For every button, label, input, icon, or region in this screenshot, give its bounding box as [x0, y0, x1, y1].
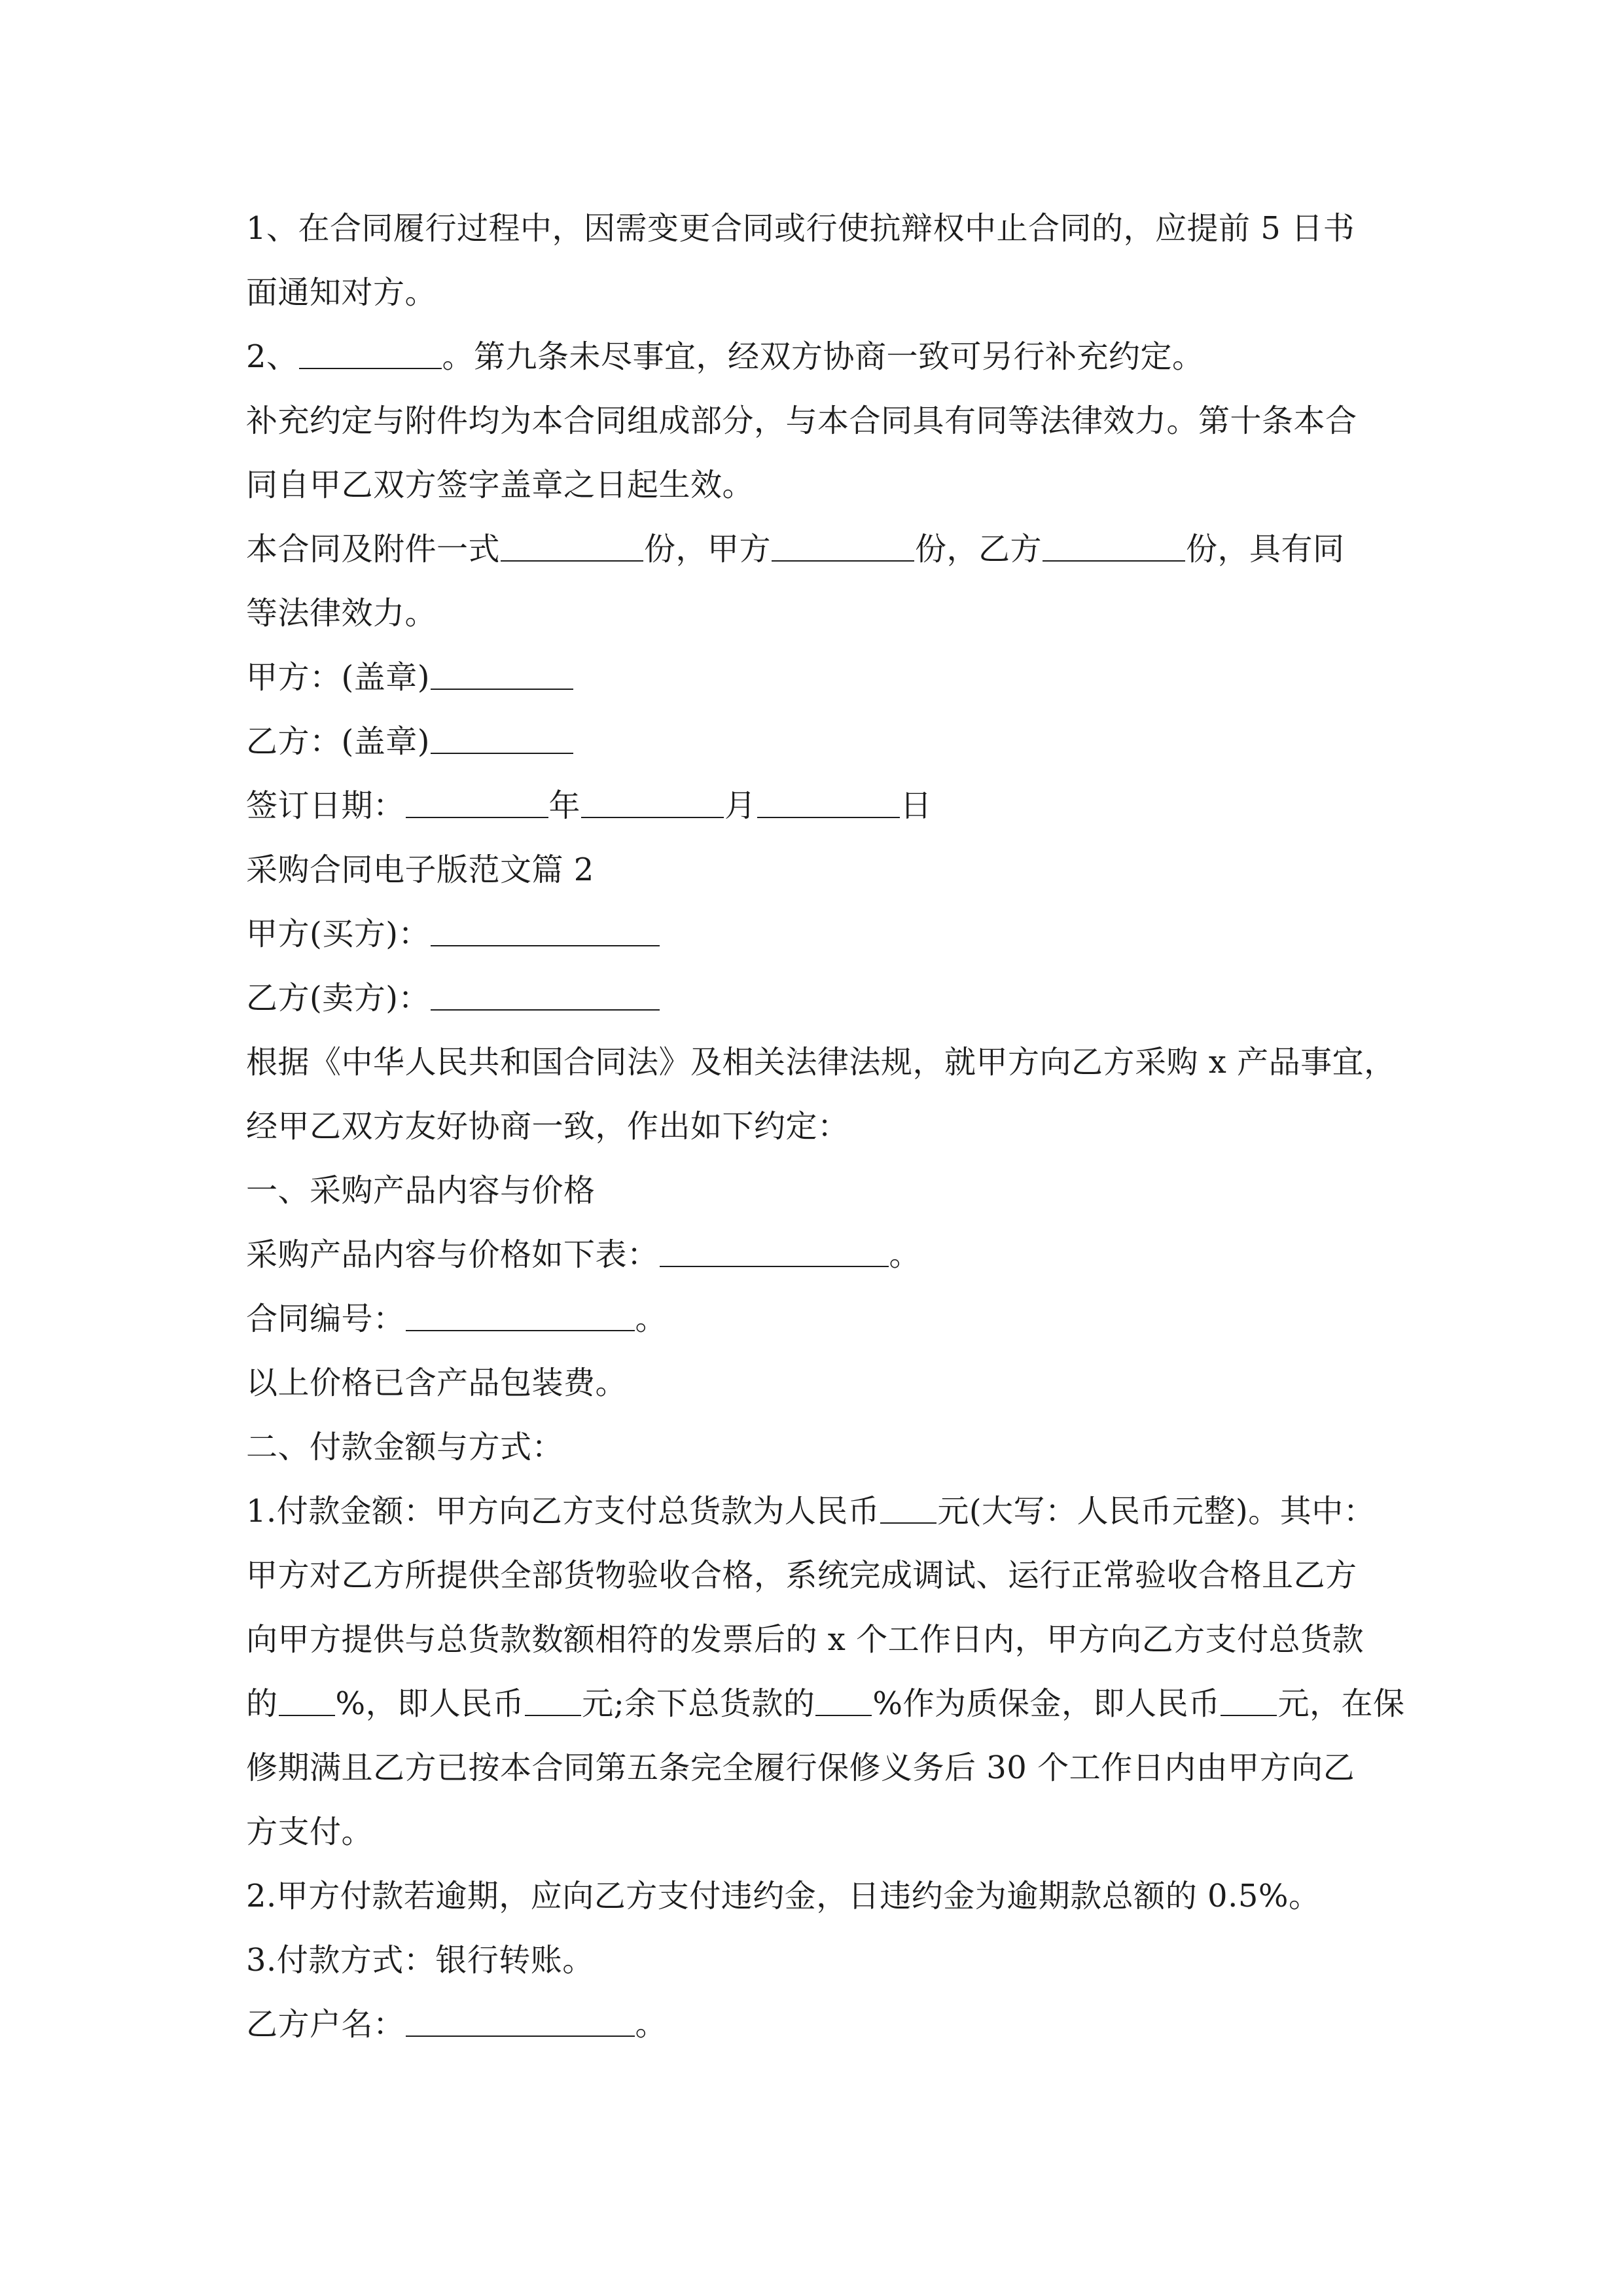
text-line	[246, 1351, 1385, 1415]
text-line	[246, 260, 1385, 325]
total-amount-blank[interactable]	[880, 1479, 936, 1524]
text-line	[246, 709, 1385, 774]
party-a-seal-label: 甲方：(盖章)	[246, 659, 430, 696]
line-text: 元;余下总货款的	[582, 1685, 815, 1722]
document-body	[246, 196, 1405, 2056]
party-b-seal-label: 乙方：(盖章)	[246, 723, 430, 760]
line-text: 。第九条未尽事宜，经双方协商一致可另行补充约定。	[442, 338, 1204, 375]
text-line	[246, 1543, 1385, 1607]
line-text: %，即人民币	[335, 1685, 525, 1722]
product-table-blank[interactable]	[660, 1223, 889, 1267]
copies-party-b-blank[interactable]	[1043, 517, 1185, 562]
line-text: 。	[635, 2006, 668, 2043]
line-text: 采购产品内容与价格如下表：	[246, 1236, 659, 1273]
line-text: 份，甲方	[644, 531, 772, 567]
section-heading	[246, 1415, 1385, 1479]
line-text: 方支付。	[246, 1814, 374, 1850]
line-text: 以上价格已含产品包装费。	[246, 1365, 628, 1401]
section-heading	[246, 1158, 1385, 1223]
line-text: 同自甲乙双方签字盖章之日起生效。	[246, 467, 755, 503]
text-line	[246, 1800, 1385, 1864]
text-line	[246, 1992, 1385, 2056]
line-text: 甲方对乙方所提供全部货物验收合格，系统完成调试、运行正常验收合格且乙方	[246, 1557, 1357, 1594]
line-text: 1.付款金额：甲方向乙方支付总货款为人民币	[246, 1493, 880, 1530]
line-text: 。	[889, 1236, 921, 1273]
line-text: 日	[900, 787, 933, 824]
fill-in-blank[interactable]	[299, 325, 442, 369]
text-line	[246, 1672, 1405, 1736]
text-line	[246, 1607, 1385, 1672]
text-line	[246, 774, 1385, 838]
text-line	[246, 1223, 1385, 1287]
party-b-seal-blank[interactable]	[431, 709, 573, 754]
text-line	[246, 902, 1385, 966]
seller-label: 乙方(卖方)：	[246, 980, 430, 1016]
line-text: 修期满且乙方已按本合同第五条完全履行保修义务后 30 个工作日内由甲方向乙	[246, 1749, 1355, 1786]
line-text: 份，乙方	[915, 531, 1043, 567]
payment-amount-blank[interactable]	[525, 1672, 581, 1716]
line-text: 年	[548, 787, 581, 824]
retention-percent-blank[interactable]	[815, 1672, 872, 1716]
text-line	[246, 1736, 1385, 1800]
line-text: %作为质保金，即人民币	[872, 1685, 1221, 1722]
text-line	[246, 1030, 1396, 1094]
line-text: 2.甲方付款若逾期，应向乙方支付违约金，日违约金为逾期款总额的 0.5%。	[246, 1878, 1321, 1914]
text-line	[246, 196, 1385, 260]
year-blank[interactable]	[406, 774, 548, 818]
copies-total-blank[interactable]	[501, 517, 643, 562]
sign-date-label: 签订日期：	[246, 787, 405, 824]
line-text: 经甲乙双方友好协商一致，作出如下约定：	[246, 1108, 849, 1145]
retention-amount-blank[interactable]	[1221, 1672, 1277, 1716]
text-line	[246, 453, 1385, 517]
copies-party-a-blank[interactable]	[772, 517, 914, 562]
line-text: 本合同及附件一式	[246, 531, 501, 567]
account-name-blank[interactable]	[406, 1992, 635, 2037]
line-text: 1、在合同履行过程中，因需变更合同或行使抗辩权中止合同的，应提前 5 日书	[246, 210, 1355, 247]
contract-number-label: 合同编号：	[246, 1300, 405, 1337]
section-title	[246, 838, 1385, 902]
text-line	[246, 966, 1385, 1030]
text-line	[246, 1287, 1385, 1351]
text-line	[246, 1094, 1385, 1158]
day-blank[interactable]	[757, 774, 900, 818]
text-line	[246, 645, 1385, 709]
text-line	[246, 517, 1385, 581]
party-a-seal-blank[interactable]	[431, 645, 573, 690]
month-blank[interactable]	[581, 774, 724, 818]
buyer-blank[interactable]	[431, 902, 660, 946]
text-line	[246, 1928, 1385, 1992]
line-text: 根据《中华人民共和国合同法》及相关法律法规，就甲方向乙方采购 x 产品事宜，	[246, 1044, 1396, 1081]
text-line	[246, 325, 1385, 389]
text-line	[246, 389, 1385, 453]
text-line	[246, 1479, 1385, 1543]
line-text: 月	[724, 787, 757, 824]
line-text: 面通知对方。	[246, 274, 437, 311]
line-text: 补充约定与附件均为本合同组成部分，与本合同具有同等法律效力。第十条本合	[246, 403, 1357, 439]
payment-percent-blank[interactable]	[279, 1672, 335, 1716]
seller-blank[interactable]	[431, 966, 660, 1011]
account-name-label: 乙方户名：	[246, 2006, 405, 2043]
text-line	[246, 1864, 1385, 1928]
buyer-label: 甲方(买方)：	[246, 916, 430, 952]
line-text: 一、采购产品内容与价格	[246, 1172, 596, 1209]
line-text: 3.付款方式：银行转账。	[246, 1942, 594, 1979]
line-text: 元(大写：人民币元整)。其中：	[937, 1493, 1376, 1530]
line-text: 二、付款金额与方式：	[246, 1429, 564, 1465]
line-text: 份，具有同	[1186, 531, 1345, 567]
line-text: 等法律效力。	[246, 595, 437, 632]
text-line	[246, 581, 1385, 645]
line-text: 采购合同电子版范文篇 2	[246, 852, 594, 888]
line-text: 2、	[246, 338, 298, 375]
line-text: 。	[635, 1300, 668, 1337]
line-text: 向甲方提供与总货款数额相符的发票后的 x 个工作日内，甲方向乙方支付总货款	[246, 1621, 1364, 1658]
contract-number-blank[interactable]	[406, 1287, 635, 1331]
line-text: 的	[246, 1685, 278, 1722]
line-text: 元，在保	[1277, 1685, 1405, 1722]
